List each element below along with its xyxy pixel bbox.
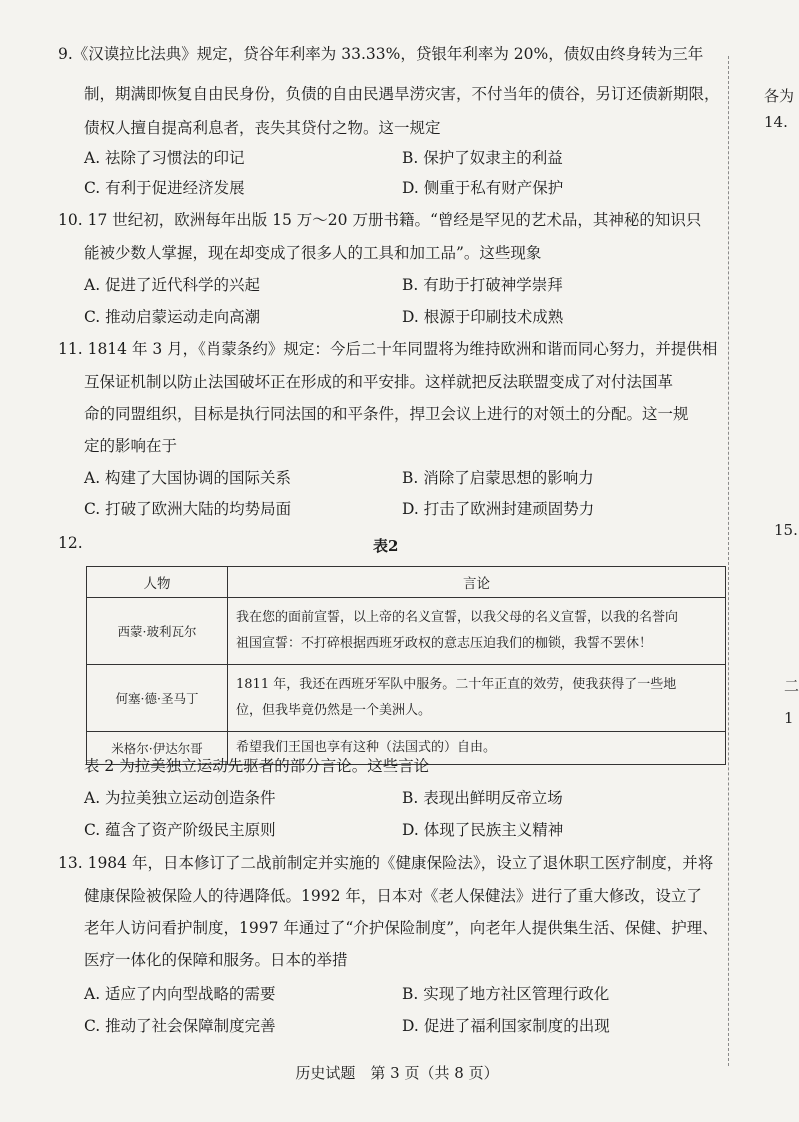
quote-line: 我在您的面前宣誓，以上帝的名义宣誓，以我父母的名义宣誓，以我的名誉向 <box>236 610 679 625</box>
q9-line-2: 制，期满即恢复自由民身份，负债的自由民遇旱涝灾害，不付当年的债谷，另订还债新期限， <box>84 85 720 103</box>
q13-line-1: 13. 1984 年，日本修订了二战前制定并实施的《健康保险法》，设立了退休职工医疗制度，并将 <box>58 854 714 872</box>
q10-option-d: D. 根源于印刷技术成熟 <box>402 308 564 326</box>
q11-option-d: D. 打击了欧洲封建顽固势力 <box>402 500 595 518</box>
table-header-quote: 言论 <box>228 567 726 598</box>
column-divider <box>728 56 729 1066</box>
q10-option-c: C. 推动启蒙运动走向高潮 <box>84 308 261 326</box>
table-row <box>87 598 726 665</box>
q9-option-b: B. 保护了奴隶主的利益 <box>402 149 563 167</box>
q12-option-c: C. 蕴含了资产阶级民主原则 <box>84 821 276 839</box>
table-cell-quote <box>228 665 726 732</box>
q11-option-a: A. 构建了大国协调的国际关系 <box>84 469 292 487</box>
q13-line-2: 健康保险被保险人的待遇降低。1992 年，日本对《老人保健法》进行了重大修改，设立了 <box>84 887 702 905</box>
table-cell-person: 西蒙·玻利瓦尔 <box>87 598 228 665</box>
q12-option-b: B. 表现出鲜明反帝立场 <box>402 789 563 807</box>
q13-line-4: 医疗一体化的保障和服务。日本的举措 <box>84 951 348 969</box>
q13-option-d: D. 促进了福利国家制度的出现 <box>402 1017 610 1035</box>
q10-option-a: A. 促进了近代科学的兴起 <box>84 276 261 294</box>
quote-line: 1811 年，我还在西班牙军队中服务。二十年正直的效劳，使我获得了一些地 <box>236 677 677 692</box>
q12-option-d: D. 体现了民族主义精神 <box>402 821 564 839</box>
right-column-fragment: 各为 <box>764 87 795 105</box>
q13-option-a: A. 适应了内向型战略的需要 <box>84 985 276 1003</box>
right-column-fragment: 1 <box>784 709 794 727</box>
q10-line-1: 10. 17 世纪初，欧洲每年出版 15 万～20 万册书籍。“曾经是罕见的艺术品，其神秘的知识只 <box>58 211 702 229</box>
right-column-fragment: 14. <box>764 113 788 131</box>
table-cell-person: 米格尔·伊达尔哥 <box>87 732 228 765</box>
q10-option-b: B. 有助于打破神学崇拜 <box>402 276 563 294</box>
table-row <box>87 665 726 732</box>
q11-line-1: 11. 1814 年 3 月，《肖蒙条约》规定：今后二十年同盟将为维持欧洲和谐而同心努力，并提供相 <box>58 340 718 358</box>
table-cell-quote <box>228 598 726 665</box>
q9-option-d: D. 侧重于私有财产保护 <box>402 179 564 197</box>
table-header-person: 人物 <box>87 567 228 598</box>
q13-option-c: C. 推动了社会保障制度完善 <box>84 1017 276 1035</box>
q11-option-b: B. 消除了启蒙思想的影响力 <box>402 469 594 487</box>
right-column-fragment: 二 <box>784 677 799 695</box>
q13-option-b: B. 实现了地方社区管理行政化 <box>402 985 610 1003</box>
quote-line: 祖国宣誓：不打碎根据西班牙政权的意志压迫我们的枷锁，我誓不罢休！ <box>236 636 653 651</box>
q11-line-3: 命的同盟组织，目标是执行同法国的和平条件，捍卫会议上进行的对领土的分配。这一规 <box>84 405 689 423</box>
q9-option-c: C. 有利于促进经济发展 <box>84 179 245 197</box>
q9-line-1: 9.《汉谟拉比法典》规定，贷谷年利率为 33.33%，贷银年利率为 20%，债奴由终身转为三年 <box>58 45 704 63</box>
right-column-fragment: 15. <box>774 521 798 539</box>
q13-line-3: 老年人访问看护制度，1997 年通过了“介护保险制度”，向老年人提供集生活、保健、护理、 <box>84 919 718 937</box>
q9-line-3: 债权人擅自提高利息者，丧失其贷付之物。这一规定 <box>84 119 441 137</box>
q11-line-4: 定的影响在于 <box>84 437 178 455</box>
quote-line: 希望我们王国也享有这种（法国式的）自由。 <box>236 740 497 755</box>
table-header-row <box>87 567 726 598</box>
table-caption: 表2 <box>373 537 399 555</box>
q9-option-a: A. 祛除了习惯法的印记 <box>84 149 245 167</box>
quote-line: 位，但我毕竟仍然是一个美洲人。 <box>236 703 432 718</box>
q11-line-2: 互保证机制以防止法国破坏正在形成的和平安排。这样就把反法联盟变成了对付法国革 <box>84 373 674 391</box>
q12-number: 12. <box>58 534 83 552</box>
page-footer: 历史试题 第 3 页（共 8 页） <box>295 1064 499 1082</box>
q11-option-c: C. 打破了欧洲大陆的均势局面 <box>84 500 292 518</box>
q12-stem: 表 2 为拉美独立运动先驱者的部分言论。这些言论 <box>84 757 430 775</box>
table-cell-person: 何塞·德·圣马丁 <box>87 665 228 732</box>
q12-option-a: A. 为拉美独立运动创造条件 <box>84 789 276 807</box>
quotes-table <box>86 566 726 765</box>
q10-line-2: 能被少数人掌握，现在却变成了很多人的工具和加工品”。这些现象 <box>84 244 542 262</box>
